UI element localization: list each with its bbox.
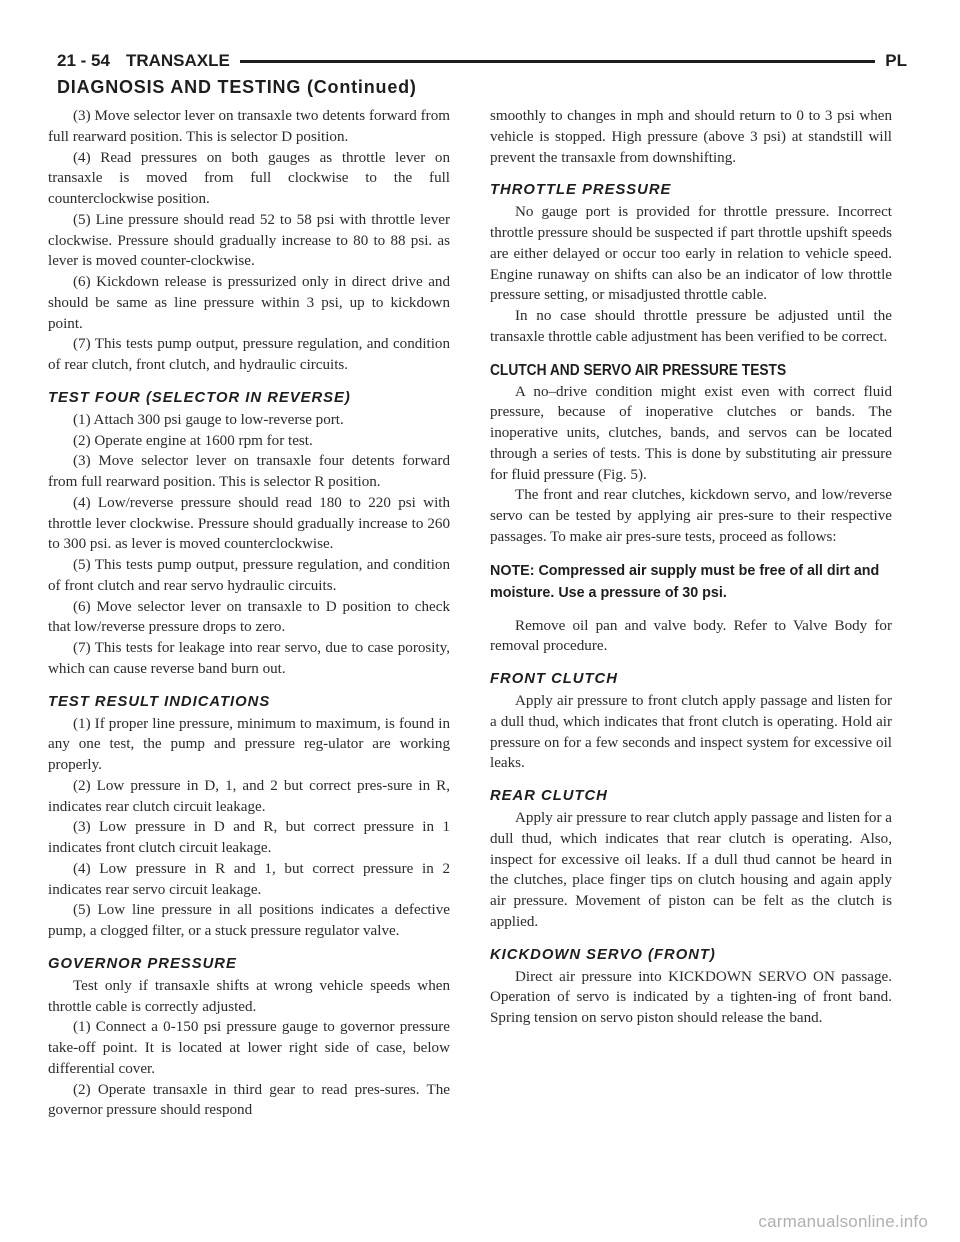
section-title: TRANSAXLE — [125, 51, 230, 70]
clutch-servo-heading: CLUTCH AND SERVO AIR PRESSURE TESTS — [490, 361, 787, 379]
paragraph: Direct air pressure into KICKDOWN SERVO ON passage. Operation of servo is indicated by a tighten-ing of front band. Spring tension on servo piston should release the band. — [490, 968, 892, 1026]
paragraph: (4) Low/reverse pressure should read 180 to 220 psi with throttle lever clockwise. Pressure should gradually increase to 260 to 300 psi. as lever is moved counterclockwise. — [48, 494, 450, 553]
paragraph: (6) Move selector lever on transaxle to D position to check that low/reverse pressure drops to zero. — [48, 598, 450, 636]
paragraph: The front and rear clutches, kickdown servo, and low/reverse servo can be tested by applying air pres-sure to their respective passages. To make air pres-sure tests, proceed as follows: — [490, 487, 892, 545]
paragraph: (6) Kickdown release is pressurized only in direct drive and should be same as line pressure within 3 psi, up to kickdown point. — [48, 274, 450, 332]
front-clutch-heading: FRONT CLUTCH — [490, 671, 618, 687]
paragraph: (7) This tests pump output, pressure regulation, and condition of rear clutch, front clutch, and hydraulic circuits. — [48, 336, 450, 373]
paragraph: (3) Low pressure in D and R, but correct pressure in 1 indicates front clutch circuit leakage. — [48, 819, 450, 856]
paragraph: (4) Low pressure in R and 1, but correct pressure in 2 indicates rear servo circuit leakage. — [48, 860, 450, 898]
page-number: 21 - 54 — [57, 51, 110, 70]
header-rule — [240, 60, 875, 63]
right-column — [490, 106, 892, 1029]
model-code: PL — [885, 51, 907, 70]
paragraph: smoothly to changes in mph and should return to 0 to 3 psi when vehicle is stopped. High pressure (above 3 psi) at standstill will prevent the transaxle from downshifting. — [490, 108, 892, 166]
paragraph: (1) Attach 300 psi gauge to low-reverse port. — [73, 411, 344, 428]
paragraph: (4) Read pressures on both gauges as throttle lever on transaxle is moved from full clockwise to the full counterclockwise position. — [48, 149, 450, 207]
paragraph: (3) Move selector lever on transaxle four detents forward from full rearward position. This is selector R position. — [48, 453, 450, 490]
paragraph: (5) This tests pump output, pressure regulation, and condition of front clutch and rear servo hydraulic circuits. — [48, 557, 450, 594]
paragraph: Test only if transaxle shifts at wrong vehicle speeds when throttle cable is correctly adjusted. — [48, 977, 450, 1015]
paragraph: (2) Low pressure in D, 1, and 2 but correct pres-sure in R, indicates rear clutch circuit leakage. — [48, 777, 450, 815]
note: NOTE: Compressed air supply must be free of all dirt and moisture. Use a pressure of 30 psi. — [490, 562, 880, 601]
paragraph: (7) This tests for leakage into rear servo, due to case porosity, which can cause reverse band burn out. — [48, 640, 450, 677]
test-four-heading: TEST FOUR (SELECTOR IN REVERSE) — [48, 389, 351, 406]
left-column — [48, 106, 450, 1121]
paragraph: No gauge port is provided for throttle pressure. Incorrect throttle pressure should be suspected if part throttle upshift speeds are either delayed or occur too early in relation to vehicle speed. Engine runaway on shifts can also be an indicator of low throttle pressure setting, or misadjusted throttle cable. — [490, 204, 892, 304]
paragraph: (3) Move selector lever on transaxle two detents forward from full rearward position. This is selector D position. — [48, 108, 450, 145]
paragraph: (2) Operate engine at 1600 rpm for test. — [73, 432, 313, 449]
paragraph: (5) Low line pressure in all positions indicates a defective pump, a clogged filter, or a stuck pressure regulator valve. — [48, 902, 450, 939]
paragraph: (1) If proper line pressure, minimum to maximum, is found in any one test, the pump and pressure reg-ulator are working properly. — [48, 715, 450, 773]
paragraph: Remove oil pan and valve body. Refer to Valve Body for removal procedure. — [490, 617, 892, 655]
kickdown-servo-heading: KICKDOWN SERVO (FRONT) — [490, 946, 716, 963]
throttle-heading: THROTTLE PRESSURE — [490, 182, 672, 199]
paragraph: (1) Connect a 0-150 psi pressure gauge to governor pressure take-off point. It is located at lower right side of case, below differential cover. — [48, 1019, 450, 1077]
page-header — [57, 48, 907, 74]
continued-heading: DIAGNOSIS AND TESTING (Continued) — [57, 77, 417, 97]
paragraph: (2) Operate transaxle in third gear to read pres-sures. The governor pressure should respond — [48, 1081, 450, 1119]
test-result-heading: TEST RESULT INDICATIONS — [48, 693, 271, 710]
paragraph: Apply air pressure to rear clutch apply passage and listen for a dull thud, which indicates that rear clutch is operating. Also, inspect for excessive oil leaks. If a dull thud cannot be heard in the clutches, place finger tips on clutch housing and again apply air pressure. Movement of piston can be felt as the clutch is applied. — [490, 810, 892, 930]
watermark: carmanualsonline.info — [758, 1212, 928, 1231]
paragraph: A no–drive condition might exist even with correct fluid pressure, because of inoperative clutches or bands. The inoperative units, clutches, bands, and servos can be located through a series of tests. This is done by substituting air pressure for fluid pressure (Fig. 5). — [490, 383, 892, 483]
paragraph: Apply air pressure to front clutch apply passage and listen for a dull thud, which indicates that front clutch is operating. Hold air pressure on for a few seconds and inspect system for excessive oil leaks. — [490, 693, 892, 772]
rear-clutch-heading: REAR CLUTCH — [490, 788, 608, 804]
governor-heading: GOVERNOR PRESSURE — [48, 955, 237, 972]
paragraph: (5) Line pressure should read 52 to 58 psi with throttle lever clockwise. Pressure should gradually increase to 80 to 88 psi. as lever is moved counter-clockwise. — [48, 211, 450, 270]
paragraph: In no case should throttle pressure be adjusted until the transaxle throttle cable adjustment has been verified to be correct. — [490, 308, 892, 345]
